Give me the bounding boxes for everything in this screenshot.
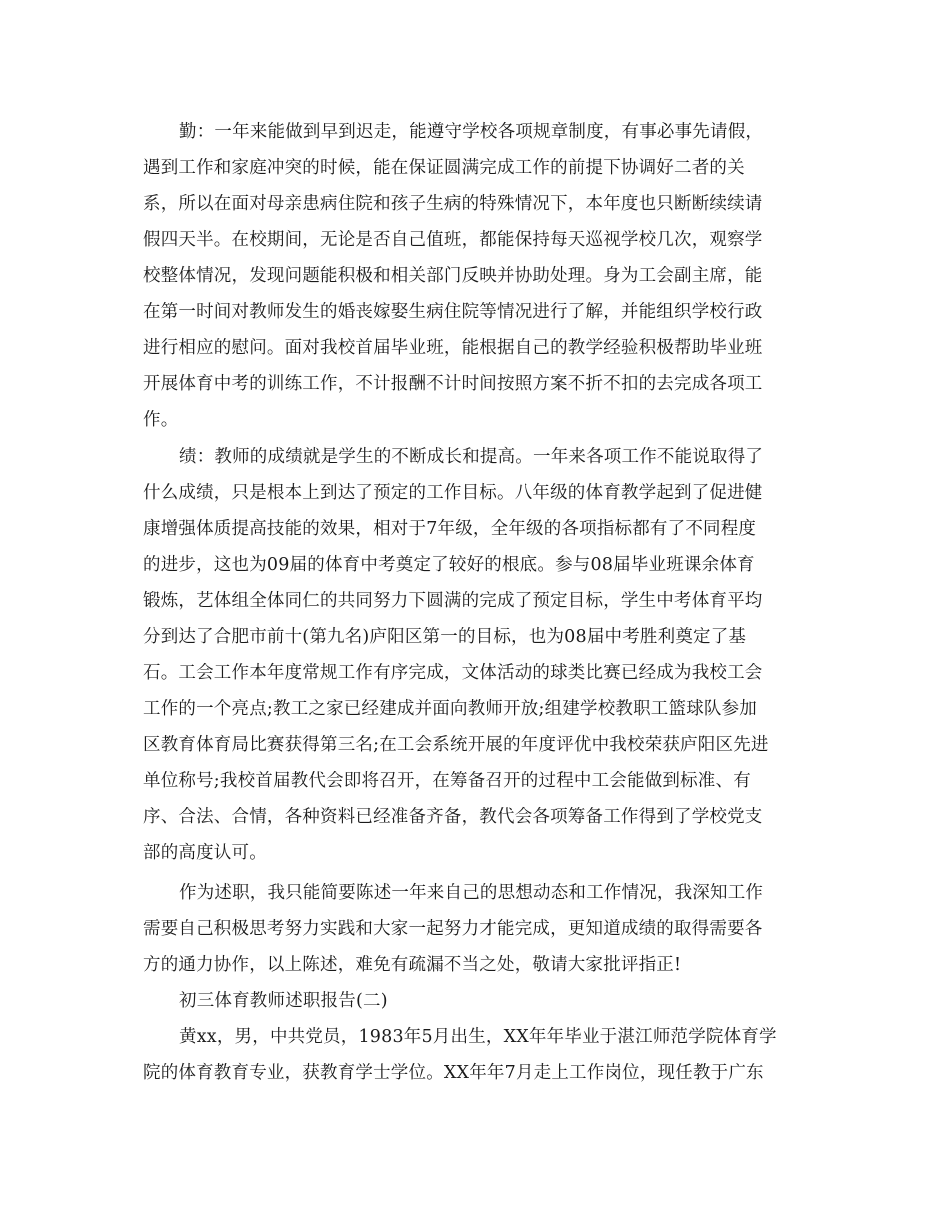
text-line: 分到达了合肥市前十(第九名)庐阳区第一的目标，也为08届中考胜利奠定了基	[143, 627, 747, 647]
text-line: 石。工会工作本年度常规工作有序完成，文体活动的球类比赛已经成为我校工会	[143, 663, 763, 683]
text-line: 在第一时间对教师发生的婚丧嫁娶生病住院等情况进行了解，并能组织学校行政	[143, 302, 763, 322]
text-line: 什么成绩，只是根本上到达了预定的工作目标。八年级的体育教学起到了促进健	[143, 483, 763, 503]
text-line: 作为述职，我只能简要陈述一年来自己的思想动态和工作情况，我深知工作	[179, 883, 764, 903]
text-line: 康增强体质提高技能的效果，相对于7年级，全年级的各项指标都有了不同程度	[143, 519, 757, 539]
text-line: 作。	[143, 410, 179, 430]
text-line: 开展体育中考的训练工作，不计报酬不计时间按照方案不折不扣的去完成各项工	[143, 374, 763, 394]
text-line: 绩：教师的成绩就是学生的不断成长和提高。一年来各项工作不能说取得了	[179, 447, 764, 467]
text-line: 进行相应的慰问。面对我校首届毕业班，能根据自己的教学经验积极帮助毕业班	[143, 338, 763, 358]
text-line: 系，所以在面对母亲患病住院和孩子生病的特殊情况下，本年度也只断断续续请	[143, 194, 763, 214]
text-line: 区教育体育局比赛获得第三名;在工会系统开展的年度评优中我校荣获庐阳区先进	[143, 735, 769, 755]
text-line: 序、合法、合情，各种资料已经准备齐备，教代会各项筹备工作得到了学校党支	[143, 807, 763, 827]
text-line: 院的体育教育专业，获教育学士学位。XX年年7月走上工作岗位，现任教于广东	[143, 1063, 764, 1083]
text-line: 工作的一个亮点;教工之家已经建成并面向教师开放;组建学校教职工篮球队参加	[143, 699, 757, 719]
text-line: 方的通力协作，以上陈述，难免有疏漏不当之处，敬请大家批评指正!	[143, 955, 682, 975]
text-line: 的进步，这也为09届的体育中考奠定了较好的根底。参与08届毕业班课余体育	[143, 555, 755, 575]
section-heading: 初三体育教师述职报告(二)	[179, 991, 388, 1011]
text-line: 黄xx，男，中共党员，1983年5月出生，XX年年毕业于湛江师范学院体育学	[179, 1027, 777, 1047]
text-line: 遇到工作和家庭冲突的时候，能在保证圆满完成工作的前提下协调好二者的关	[143, 158, 745, 178]
text-line: 假四天半。在校期间，无论是否自己值班，都能保持每天巡视学校几次，观察学	[143, 230, 763, 250]
text-line: 部的高度认可。	[143, 843, 267, 863]
text-line: 锻炼，艺体组全体同仁的共同努力下圆满的完成了预定目标，学生中考体育平均	[143, 591, 763, 611]
text-line: 勤：一年来能做到早到迟走，能遵守学校各项规章制度，有事必事先请假，	[179, 122, 764, 142]
text-line: 需要自己积极思考努力实践和大家一起努力才能完成，更知道成绩的取得需要各	[143, 919, 763, 939]
text-line: 单位称号;我校首届教代会即将召开，在筹备召开的过程中工会能做到标准、有	[143, 771, 751, 791]
text-line: 校整体情况，发现问题能积极和相关部门反映并协助处理。身为工会副主席，能	[143, 266, 763, 286]
